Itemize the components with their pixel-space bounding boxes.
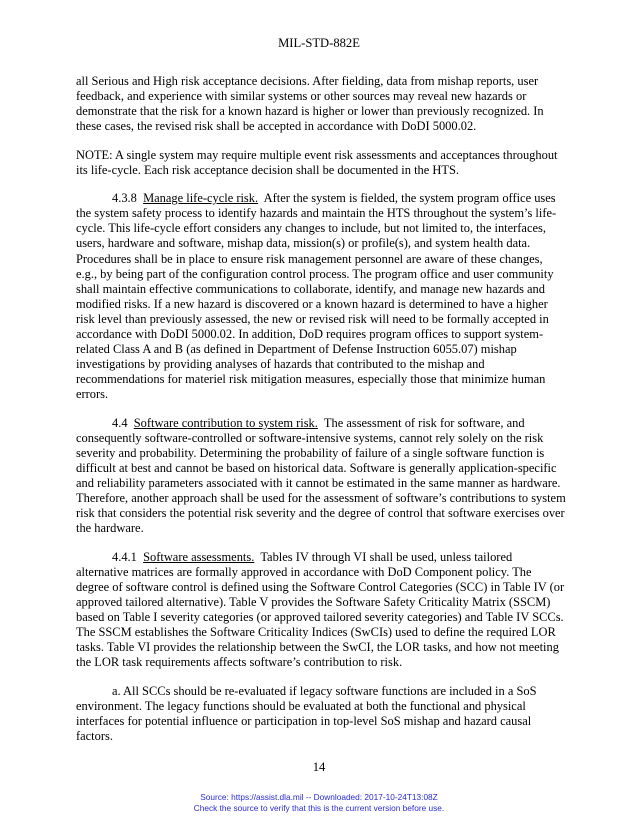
body-text bbox=[76, 74, 566, 758]
footer-source-line: Source: https://assist.dla.mil -- Downloaded: 2017-10-24T13:08Z bbox=[200, 792, 438, 802]
section-number: 4.4 bbox=[112, 415, 128, 430]
list-item-a: a. All SCCs should be re-evaluated if legacy software functions are included in a SoS environment. The legacy functions should be evaluated at both the functional and physical interfaces for potential influence or participation in top-level SoS mishap and hazard causal factors. bbox=[76, 683, 537, 744]
page-number: 14 bbox=[312, 760, 326, 774]
section-4-3-8 bbox=[76, 191, 566, 402]
section-body: The assessment of risk for software, and consequently software-controlled or software-intensive systems, cannot rely solely on the risk severity and probability. Determining the probability of failure of a single software function is difficult at best and cannot be based on historical data. Software is generally application-specific and reliability parameters associated with it cannot be estimated in the same manner as hardware. Therefore, another approach shall be used for the assessment of software’s contributions to system risk that considers the potential risk severity and the degree of control that software exercises over the hardware. bbox=[76, 415, 566, 536]
section-number: 4.3.8 bbox=[112, 191, 137, 206]
paragraph-note: NOTE: A single system may require multiple event risk assessments and acceptances throughout its life-cycle. Each risk acceptance decision shall be documented in the HTS. bbox=[76, 147, 558, 177]
section-number: 4.4.1 bbox=[112, 549, 137, 564]
section-body: Tables IV through VI shall be used, unless tailored alternative matrices are formally approved in accordance with DoD Component policy. The degree of software control is defined using the Software Control Categories (SCC) in Table IV (or approved tailored alternative). Table V provides the Software Safety Criticality Matrix (SSCM) based on Table I severity categories (or approved tailored severity categories) and Table IV SCCs. The SSCM establishes the Software Criticality Indices (SwCIs) used to define the required LOR tasks. Table VI provides the relationship between the SwCI, the LOR tasks, and how not meeting the LOR task requirements affects software’s contribution to risk. bbox=[76, 549, 565, 670]
footer-verify-line: Check the source to verify that this is the current version before use. bbox=[193, 802, 445, 813]
download-footer bbox=[0, 792, 638, 813]
section-heading: Software contribution to system risk. bbox=[133, 415, 318, 430]
paragraph-continuation: all Serious and High risk acceptance decisions. After fielding, data from mishap reports, user feedback, and experience with similar systems or other sources may reveal new hazards or demonstrate that the risk for a known hazard is higher or lower than previously recognized. In these cases, the revised risk shall be accepted in accordance with DoDI 5000.02. bbox=[76, 74, 544, 134]
section-heading: Manage life-cycle risk. bbox=[143, 191, 259, 206]
section-body: After the system is fielded, the system program office uses the system safety process to identify hazards and maintain the HTS throughout the system’s life-cycle. This life-cycle effort considers any changes to include, but not limited to, the interfaces, users, hardware and software, mishap data, mission(s) or profile(s), and system health data. Procedures shall be in place to ensure risk management personnel are aware of these changes, e.g., by being part of the configuration control process. The program office and user community shall maintain effective communications to collaborate, identify, and manage new hazards and modified risks. If a new hazard is discovered or a known hazard is determined to have a higher risk level than previously assessed, the new or revised risk will need to be formally accepted in accordance with DoDI 5000.02. In addition, DoD requires program offices to support system-related Class A and B (as defined in Department of Defense Instruction 6055.07) mishap investigations by providing analyses of hazards that contributed to the mishap and recommendations for materiel risk mitigation measures, especially those that minimize human errors. bbox=[76, 191, 557, 402]
section-heading: Software assessments. bbox=[143, 549, 255, 564]
page-header: MIL-STD-882E bbox=[278, 36, 360, 50]
section-4-4 bbox=[76, 416, 566, 537]
section-4-4-1 bbox=[76, 550, 566, 671]
